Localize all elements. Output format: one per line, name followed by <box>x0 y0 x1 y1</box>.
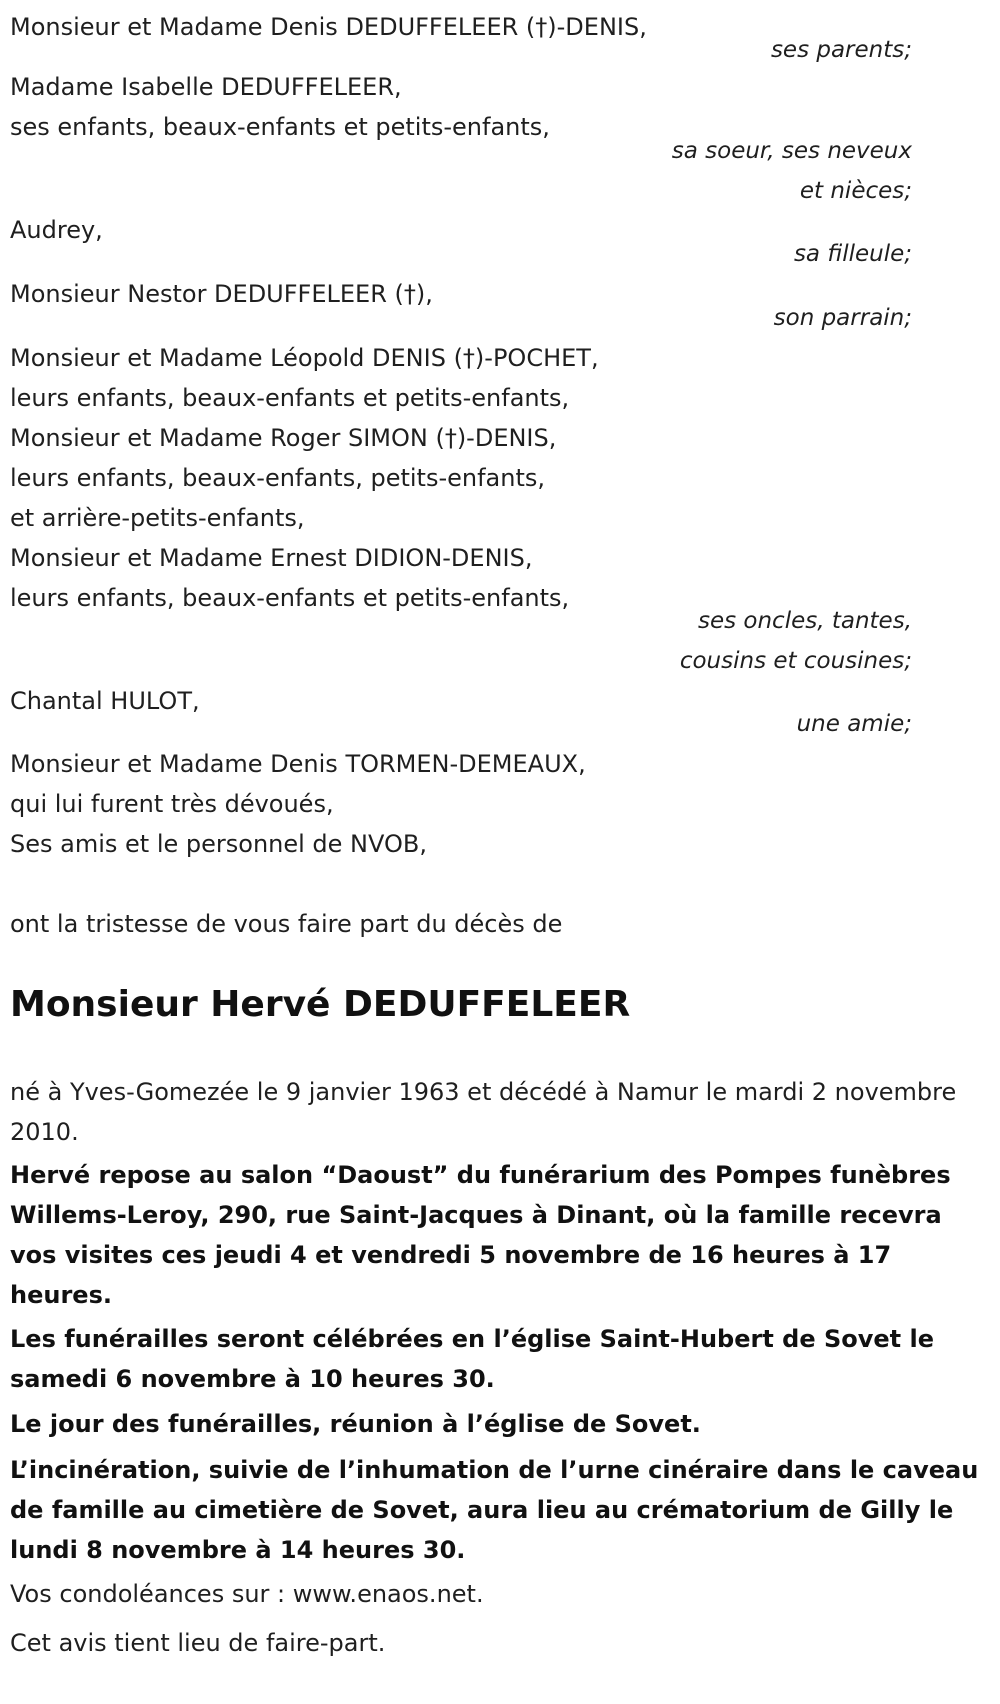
deceased-name: Monsieur Hervé DEDUFFELEER <box>10 984 631 1025</box>
family-line-sister: Madame Isabelle DEDUFFELEER, <box>10 73 402 101</box>
relation-friend: une amie; <box>796 711 912 737</box>
relation-parents: ses parents; <box>770 37 912 63</box>
family-line-simon-denis: Monsieur et Madame Roger SIMON (†)-DENIS, <box>10 424 557 452</box>
family-line-parents: Monsieur et Madame Denis DEDUFFELEER (†)-DENIS, <box>10 13 647 41</box>
family-line-tormen-demeaux: Monsieur et Madame Denis TORMEN-DEMEAUX, <box>10 750 586 778</box>
family-line-didion-denis: Monsieur et Madame Ernest DIDION-DENIS, <box>10 544 533 572</box>
relation-nieces: et nièces; <box>799 178 912 204</box>
family-line-sister-children: ses enfants, beaux-enfants et petits-enfants, <box>10 113 550 141</box>
family-line-great-grandchildren: et arrière-petits-enfants, <box>10 504 305 532</box>
notice-text: Cet avis tient lieu de faire-part. <box>10 1629 386 1657</box>
condolences-text: Vos condoléances sur : www.enaos.net. <box>10 1580 484 1608</box>
relation-sister-nephews: sa soeur, ses neveux <box>671 138 912 164</box>
cremation-text: L’incinération, suivie de l’inhumation de l’urne cinéraire dans le caveau de famille au cimetière de Sovet, aura lieu au crématorium de Gilly le lundi 8 novembre à 14 heures 30. <box>10 1456 979 1564</box>
funeral-text: Les funérailles seront célébrées en l’église Saint-Hubert de Sovet le samedi 6 novembre à 10 heures 30. <box>10 1325 934 1393</box>
meeting-text: Le jour des funérailles, réunion à l’église de Sovet. <box>10 1410 701 1438</box>
relation-cousins: cousins et cousines; <box>679 648 912 674</box>
relation-uncles-aunts: ses oncles, tantes, <box>697 608 912 634</box>
visitation-text: Hervé repose au salon “Daoust” du funérarium des Pompes funèbres Willems-Leroy, 290, rue Saint-Jacques à Dinant, où la famille recevra vos visites ces jeudi 4 et vendredi 5 novembre de 16 heures à 17 heures. <box>10 1161 951 1309</box>
relation-goddaughter: sa filleule; <box>793 241 912 267</box>
relation-godfather: son parrain; <box>773 305 912 331</box>
family-line-godfather: Monsieur Nestor DEDUFFELEER (†), <box>10 280 433 308</box>
family-line-goddaughter: Audrey, <box>10 216 103 244</box>
birth-death-text: né à Yves-Gomezée le 9 janvier 1963 et décédé à Namur le mardi 2 novembre 2010. <box>10 1078 957 1146</box>
announcement-text: ont la tristesse de vous faire part du décès de <box>10 910 563 938</box>
family-line-friend: Chantal HULOT, <box>10 687 200 715</box>
family-line-devoted: qui lui furent très dévoués, <box>10 790 334 818</box>
family-line-didion-denis-children: leurs enfants, beaux-enfants et petits-enfants, <box>10 584 570 612</box>
family-line-denis-pochet-children: leurs enfants, beaux-enfants et petits-enfants, <box>10 384 570 412</box>
family-line-denis-pochet: Monsieur et Madame Léopold DENIS (†)-POCHET, <box>10 344 599 372</box>
family-line-friends-staff: Ses amis et le personnel de NVOB, <box>10 830 427 858</box>
family-line-simon-denis-children: leurs enfants, beaux-enfants, petits-enfants, <box>10 464 545 492</box>
